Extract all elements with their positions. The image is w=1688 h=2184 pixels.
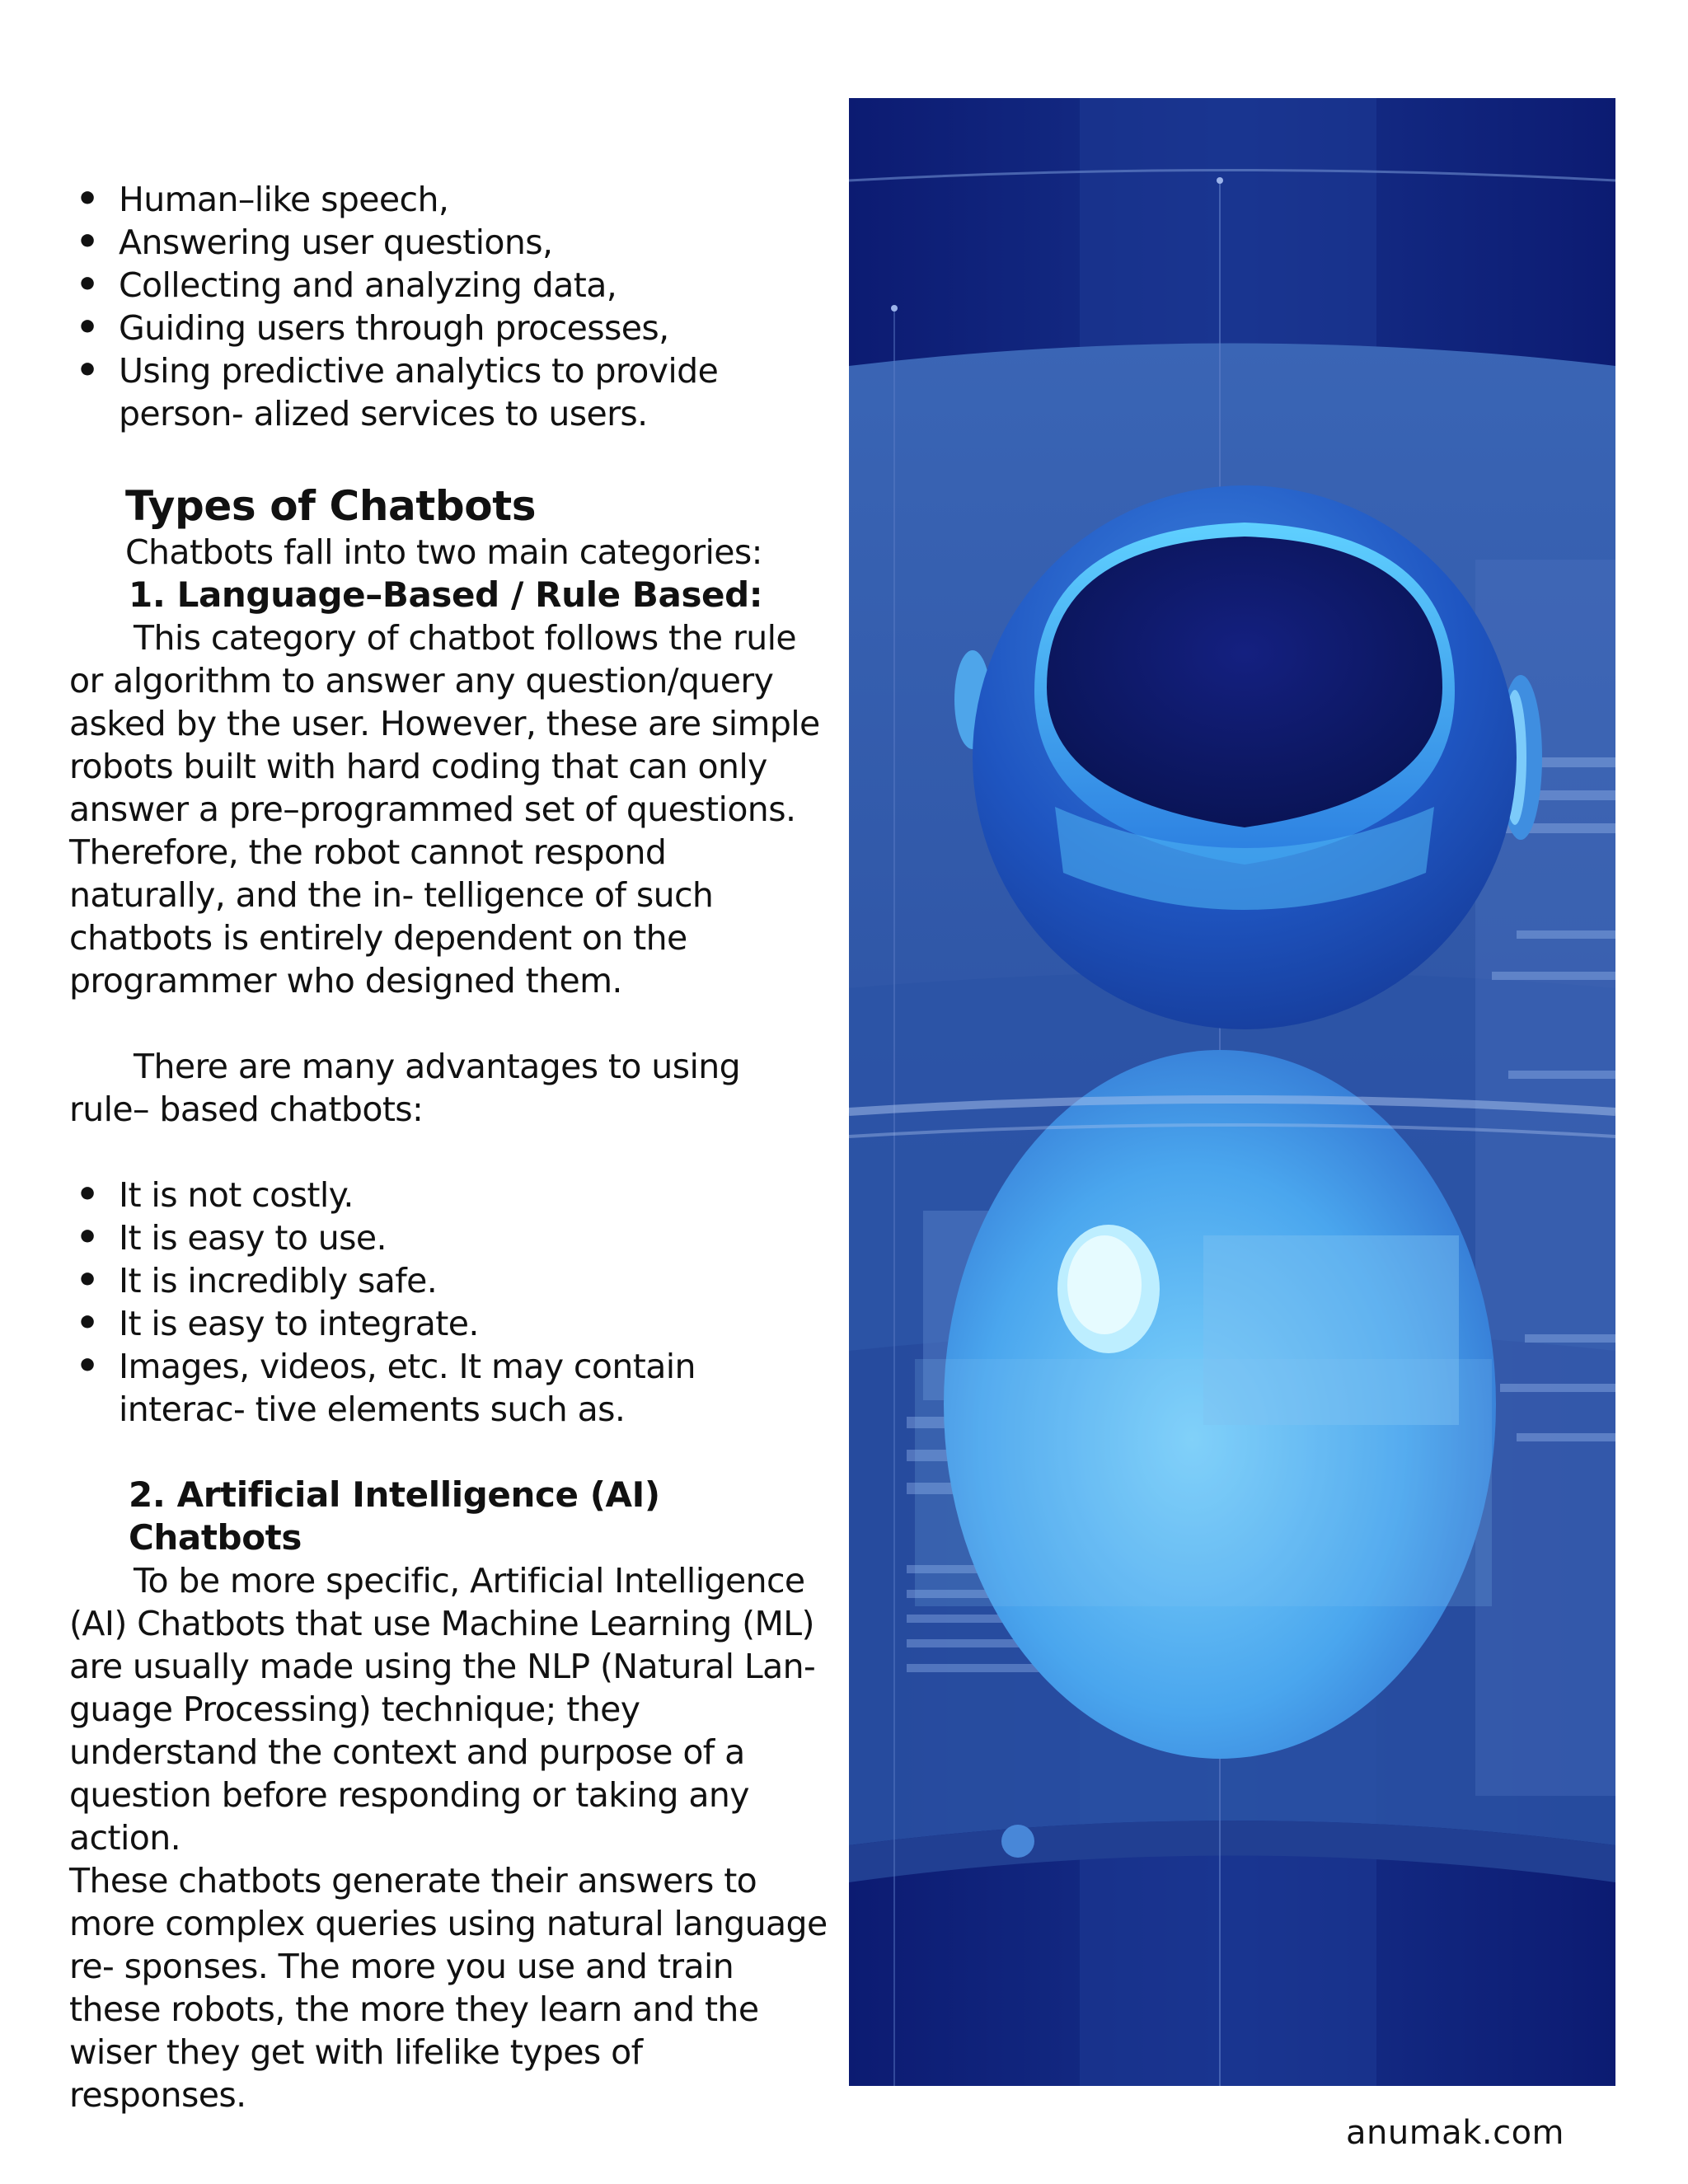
rule-based-paragraph: This category of chatbot follows the rule or algorithm to answer any question/query asked by the user. However, these are simple robots built with hard coding that can only answer a pre–programmed set of questions. Therefore, the robot cannot respond naturally, and the in- telligence of such chatbots is entirely dependent on the programmer who designed them. [69,618,820,1001]
list-item: • Answering user questions, [69,221,828,264]
list-item: • Guiding users through processes, [69,307,828,349]
ai-paragraph-1: To be more specific, Artificial Intelligence (AI) Chatbots that use Machine Learning (ML) are usually made using the NLP (Natural Lan- guage Processing) technique; they understand the context and purpose of a question before responding or taking any action. [69,1561,816,1858]
subsection-heading-rule-based: 1. Language–Based / Rule Based: [129,574,763,615]
intro-bullet-list [69,178,828,435]
ai-paragraph-2: These chatbots generate their answers to more complex queries using natural language re- sponses. The more you use and train these robots, the more they learn and the wiser they get with lifelike types of responses. [69,1861,828,2115]
article-text [69,178,828,2116]
list-item: • Using predictive analytics to provide person- alized services to users. [69,349,828,435]
list-item: • Human–like speech, [69,178,828,221]
list-item: • It is incredibly safe. [69,1259,828,1302]
footer-website: anumak.com [1346,2114,1564,2152]
list-item: • Images, videos, etc. It may contain interac- tive elements such as. [69,1345,828,1431]
list-item: • It is easy to integrate. [69,1302,828,1345]
robot-illustration [849,98,1615,2086]
list-item: • Collecting and analyzing data, [69,264,828,307]
advantages-intro: There are many advantages to using rule– based chatbots: [69,1047,741,1129]
subsection-heading-ai: 2. Artificial Intelligence (AI) Chatbots [129,1474,660,1558]
list-item: • It is easy to use. [69,1216,828,1259]
section-heading: Types of Chatbots [125,482,537,530]
advantages-bullet-list [69,1174,828,1431]
section-intro: Chatbots fall into two main categories: [125,532,762,572]
list-item: • It is not costly. [69,1174,828,1216]
